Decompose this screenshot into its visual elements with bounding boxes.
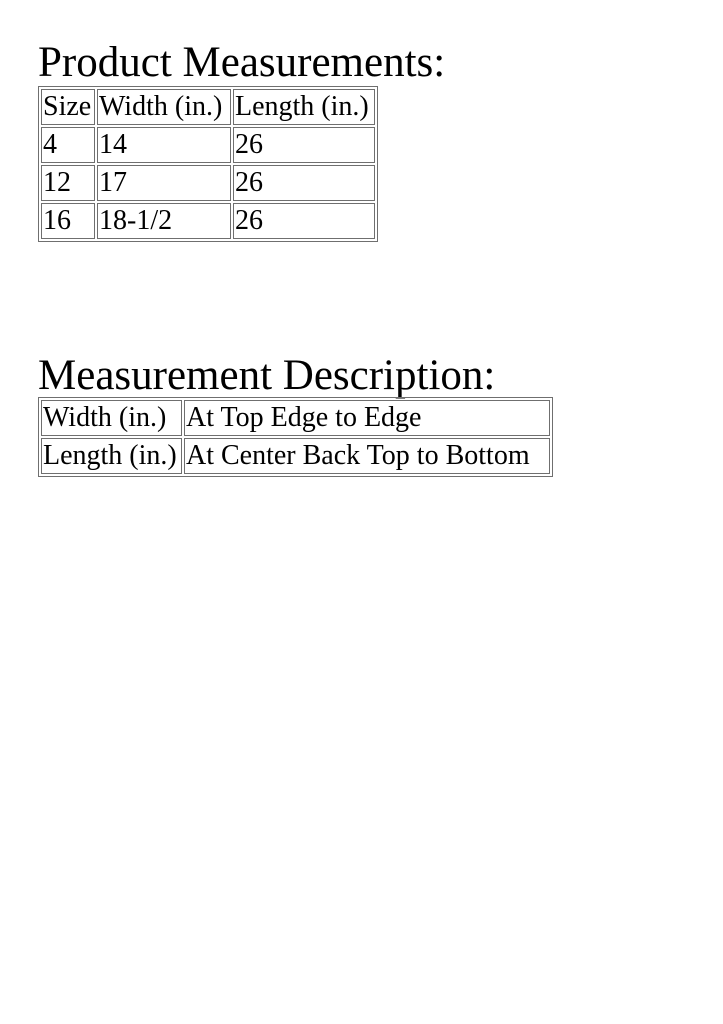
table-row: [41, 438, 550, 474]
product-measurements-table: [38, 86, 378, 242]
table-header-row: [41, 89, 375, 125]
cell-size: 16: [41, 203, 95, 239]
cell-width: 14: [97, 127, 231, 163]
cell-measurement-description: At Center Back Top to Bottom: [184, 438, 550, 474]
cell-measurement-description: At Top Edge to Edge: [184, 400, 550, 436]
cell-length: 26: [233, 165, 375, 201]
header-width: Width (in.): [97, 89, 231, 125]
cell-size: 12: [41, 165, 95, 201]
measurement-description-table: [38, 397, 553, 477]
cell-length: 26: [233, 203, 375, 239]
header-length: Length (in.): [233, 89, 375, 125]
measurement-description-title: Measurement Description:: [38, 352, 496, 399]
table-row: [41, 165, 375, 201]
table-row: [41, 400, 550, 436]
cell-width: 17: [97, 165, 231, 201]
table-row: [41, 127, 375, 163]
table-row: [41, 203, 375, 239]
product-measurements-title: Product Measurements:: [38, 39, 446, 86]
header-size: Size: [41, 89, 95, 125]
cell-length: 26: [233, 127, 375, 163]
cell-width: 18-1/2: [97, 203, 231, 239]
cell-size: 4: [41, 127, 95, 163]
cell-measurement-name: Width (in.): [41, 400, 182, 436]
cell-measurement-name: Length (in.): [41, 438, 182, 474]
